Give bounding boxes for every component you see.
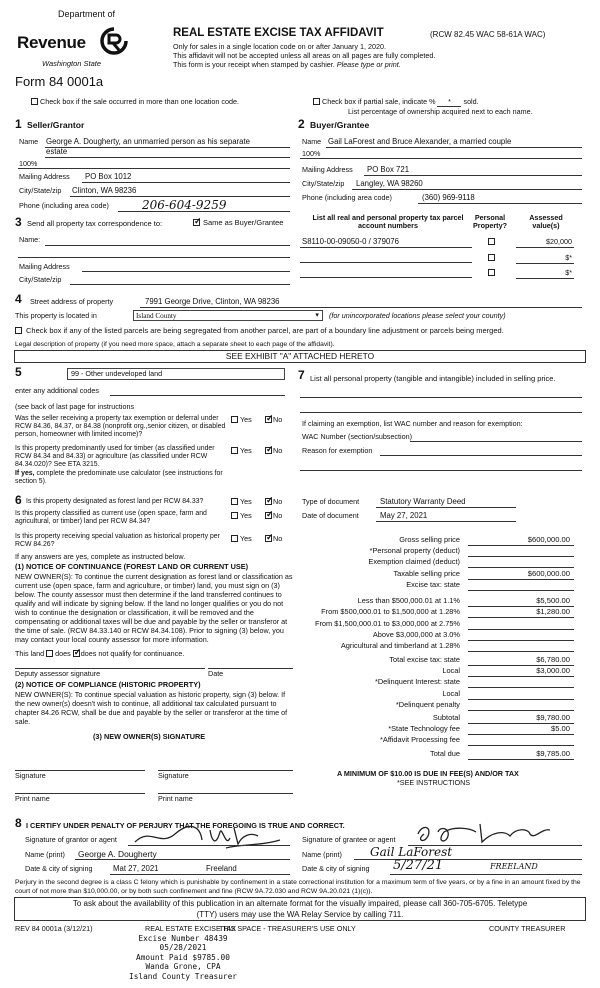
department-label: Department of — [58, 9, 116, 19]
buyer-city-label: City/State/zip — [302, 179, 345, 188]
rev-number: REV 84 0001a (3/12/21) — [15, 924, 93, 933]
see-instructions-note: *SEE INSTRUCTIONS — [397, 778, 471, 787]
seller-name[interactable]: George A. Dougherty, an unmarried person as his separate — [46, 137, 250, 146]
calc-value-10[interactable]: $6,780.00 — [536, 655, 570, 664]
buyer-phone-label: Phone (including area code) — [302, 193, 392, 202]
assessed-value-header: Assessed value(s) — [529, 213, 563, 231]
accessibility-line-1: To ask about the availability of this publication in an alternate format for the visually impaired, please call 360-705-6705. Teletype — [72, 899, 528, 908]
seller-address[interactable]: PO Box 1012 — [85, 172, 132, 181]
owner-print-2-label: Print name — [158, 794, 193, 803]
title-line-1: Only for sales in a single location code on or after January 1, 2020. — [173, 42, 386, 51]
calc-value-5[interactable]: $5,500.00 — [536, 596, 570, 605]
section-4-number: 4 — [15, 292, 22, 306]
does-not-checkbox[interactable] — [73, 650, 80, 657]
calc-label-14: *Delinquent penalty — [395, 700, 460, 709]
section-3-number: 3 — [15, 215, 22, 229]
buyer-address[interactable]: PO Box 721 — [367, 165, 410, 174]
corr-city-label: City/State/zip — [19, 275, 62, 284]
q-timber: Is this property predominantly used for timber (as classified under RCW 84.34 and 84.33) or agriculture (as classified under RCW 84.34.020)? See ETA 3215. — [15, 445, 215, 468]
legal-description-label: Legal description of property (if you need more space, attach a separate sheet to each page of the affidavit). — [15, 341, 335, 348]
corr-name-label: Name: — [19, 235, 41, 244]
owner-print-1-label: Print name — [15, 794, 50, 803]
seller-heading: Seller/Grantor — [27, 120, 85, 130]
calc-label-8: Above $3,000,000 at 3.0% — [372, 630, 460, 639]
seller-addr-label: Mailing Address — [19, 172, 70, 181]
calc-value-11[interactable]: $3,000.00 — [536, 666, 570, 675]
calc-label-15: Subtotal — [432, 713, 460, 722]
exhibit-reference: SEE EXHIBIT "A" ATTACHED HERETO — [225, 351, 375, 361]
parcel-account[interactable]: S8110-00-09050-0 / 379076 — [302, 237, 399, 246]
street-address-label: Street address of property — [30, 297, 114, 306]
section-6-number: 6 — [15, 493, 22, 507]
deputy-signature-label: Deputy assessor signature — [15, 669, 101, 678]
stamp-line-4: Wanda Grone, CPA — [145, 962, 221, 971]
county-note: (for unincorporated locations please select your county) — [329, 311, 506, 320]
calc-label-1: *Personal property (deduct) — [369, 546, 460, 555]
property-address[interactable]: 7991 George Drive, Clinton, WA 98236 — [145, 297, 280, 306]
title-line-3: This form is your receipt when stamped by cashier. Please type or print. — [173, 60, 401, 69]
buyer-name-label: Name — [302, 137, 322, 146]
personal-property-label: List all personal property (tangible and intangible) included in selling price. — [310, 374, 556, 383]
does-checkbox[interactable] — [46, 650, 53, 657]
grantee-signature-label: Signature of grantee or agent — [302, 835, 396, 844]
seller-pct: 100% — [19, 159, 38, 168]
parcel-header: List all real and personal property tax parcel account numbers — [312, 213, 464, 231]
county-treasurer-label: COUNTY TREASURER — [489, 924, 566, 933]
new-owner-signature-heading: (3) NEW OWNER(S) SIGNATURE — [93, 732, 206, 741]
correspondence-label: Send all property tax correspondence to: — [27, 219, 163, 228]
buyer-addr-label: Mailing Address — [302, 165, 353, 174]
doc-date[interactable]: May 27, 2021 — [380, 511, 428, 520]
partial-sale-checkbox[interactable]: Check box if partial sale, indicate % * sold. — [313, 98, 479, 107]
q-historic: Is this property receiving special valuation as historical property per RCW 84.26? — [15, 533, 220, 548]
calc-value-0[interactable]: $600,000.00 — [527, 535, 570, 544]
q-historic-no[interactable]: ✓ No — [265, 535, 282, 543]
grantor-date[interactable]: Mat 27, 2021 — [113, 864, 159, 873]
minimum-due-note: A MINIMUM OF $10.00 IS DUE IN FEE(S) AND/OR TAX — [337, 769, 519, 778]
corr-addr-label: Mailing Address — [19, 262, 70, 271]
calc-label-17: *Affidavit Processing fee — [380, 735, 460, 744]
revenue-logo-text: Revenue — [17, 33, 86, 52]
personal-property-checkbox-1[interactable] — [488, 238, 497, 246]
doc-type[interactable]: Statutory Warranty Deed — [380, 497, 466, 506]
calc-label-16: *State Technology fee — [388, 724, 460, 733]
grantor-city[interactable]: Freeland — [206, 864, 237, 873]
any-yes-note: If any answers are yes, complete as instructed below. — [15, 552, 186, 561]
title-citation: (RCW 82.45 WAC 58-61A WAC) — [430, 30, 546, 39]
additional-codes-label: enter any additional codes — [15, 386, 99, 395]
calc-label-11: Local — [442, 666, 460, 675]
grantee-name[interactable]: Gail LaForest — [370, 845, 453, 859]
grantor-name[interactable]: George A. Dougherty — [78, 849, 157, 859]
certification-text: I CERTIFY UNDER PENALTY OF PERJURY THAT THE FOREGOING IS TRUE AND CORRECT. — [26, 821, 345, 830]
calc-value-18[interactable]: $9,785.00 — [536, 749, 570, 758]
buyer-city[interactable]: Langley, WA 98260 — [356, 179, 423, 188]
grantor-signature-label: Signature of grantor or agent — [25, 835, 117, 844]
grantee-city[interactable]: FREELAND — [490, 862, 538, 871]
buyer-phone[interactable]: (360) 969-9118 — [422, 193, 475, 202]
calc-label-5: Less than $500,000.01 at 1.1% — [357, 596, 460, 605]
form-number: Form 84 0001a — [15, 74, 104, 89]
q-current-use-yes[interactable]: Yes — [231, 512, 252, 520]
stamp-line-0: REAL ESTATE EXCISE TAX — [145, 924, 237, 933]
section-2-number: 2 — [298, 117, 305, 131]
q-forest: Is this property designated as forest land per RCW 84.33? — [26, 498, 204, 505]
q-timber-no[interactable]: ✓ No — [265, 447, 282, 455]
assessed-value-2[interactable]: $* — [565, 253, 572, 262]
perjury-notice: Perjury in the second degree is a class C felony which is punishable by confinement in a state correctional institution for a maximum term of five years, or by a fine in an amount fixed by the court of not more than $10,000.00, or by both such confinement and fine (RCW 9A.72.030 and RCW 9A.20.021 (1)(c)). — [15, 879, 581, 895]
notice-compliance-text: NEW OWNER(S): To continue special valuation as historic property, sign (3) below. If the new owner(s) doesn't wish to continue, all additional tax calculated pursuant to chapter 84.26 RCW, shall be due and payable by the seller or transferor at the time of sale. — [15, 690, 288, 726]
seller-name-cont[interactable]: estate — [46, 147, 68, 156]
seller-city[interactable]: Clinton, WA 98236 — [72, 186, 137, 195]
continuance-line: This land does ✓ does not qualify for continuance. — [15, 650, 184, 658]
grantor-name-label: Name (print) — [25, 850, 65, 859]
grantee-signature[interactable] — [410, 818, 560, 848]
buyer-pct: 100% — [302, 149, 321, 158]
assessed-value-3[interactable]: $* — [565, 268, 572, 277]
calc-value-6[interactable]: $1,280.00 — [536, 607, 570, 616]
grantee-date[interactable]: 5/27/21 — [393, 858, 444, 873]
grantee-name-label: Name (print) — [302, 850, 342, 859]
wac-number-label: WAC Number (section/subsection) — [302, 432, 412, 441]
calc-value-15[interactable]: $9,780.00 — [536, 713, 570, 722]
exemption-reason-label: Reason for exemption — [302, 446, 373, 455]
grantor-signature[interactable] — [130, 822, 290, 852]
seller-phone[interactable]: 206-604-9259 — [142, 198, 227, 212]
q-current-use-no[interactable]: ✓ No — [265, 512, 282, 520]
calc-label-0: Gross selling price — [399, 535, 460, 544]
calc-label-4: Excise tax: state — [406, 580, 460, 589]
assessed-value-1[interactable]: $20,000 — [546, 237, 572, 246]
multi-location-checkbox[interactable]: Check box if the sale occurred in more than one location code. — [31, 98, 239, 106]
stamp-line-1: Excise Number 48439 — [138, 933, 228, 943]
q-forest-yes[interactable]: Yes — [231, 498, 252, 506]
located-in-label: This property is located in — [15, 311, 97, 320]
buyer-name[interactable]: Gail LaForest and Bruce Alexander, a married couple — [328, 137, 512, 146]
q-timber-yes[interactable]: Yes — [231, 447, 252, 455]
see-back-label: (see back of last page for instructions — [15, 402, 135, 411]
q-timber-note: If yes, complete the predominate use calculator (see instructions for section 5). — [15, 470, 223, 485]
seller-city-label: City/State/zip — [19, 186, 62, 195]
calc-label-12: *Delinquent Interest: state — [374, 677, 460, 686]
revenue-logo-icon — [100, 27, 128, 55]
stamp-line-3: Amount Paid $9785.00 — [136, 952, 230, 962]
notice-continuance-heading: (1) NOTICE OF CONTINUANCE (FOREST LAND OR CURRENT USE) — [15, 562, 249, 571]
county-select[interactable]: Island County ▾ — [133, 310, 323, 321]
buyer-heading: Buyer/Grantee — [310, 120, 370, 130]
seller-name-label: Name — [19, 137, 39, 146]
personal-property-checkbox-2[interactable] — [488, 254, 497, 262]
section-8-number: 8 — [15, 816, 22, 830]
doc-type-label: Type of document — [302, 497, 360, 506]
stamp-line-2: 05/28/2021 — [159, 943, 207, 952]
q-historic-yes[interactable]: Yes — [231, 535, 252, 543]
doc-date-label: Date of document — [302, 511, 359, 520]
land-use-code-field[interactable]: 99 - Other undeveloped land — [67, 368, 285, 380]
calc-value-3[interactable]: $600,000.00 — [527, 569, 570, 578]
q-exemption-no[interactable]: ✓ No — [265, 416, 282, 424]
treasurer-space-label: THIS SPACE - TREASURER'S USE ONLY — [219, 924, 356, 933]
dropdown-arrow-icon: ▾ — [315, 311, 319, 319]
grantee-date-city-label: Date & city of signing — [302, 864, 370, 873]
q-current-use: Is this property classified as current use (open space, farm and agricultural, or timber) land per RCW 84.34? — [15, 510, 207, 525]
accessibility-line-2: (TTY) users may use the WA Relay Service by calling 711. — [196, 910, 404, 919]
segregated-checkbox[interactable]: Check box if any of the listed parcels are being segregated from another parcel, are part of a boundary line adjustment or parcels being merged. — [15, 327, 504, 336]
personal-property-header: Personal Property? — [473, 213, 507, 231]
q-exemption-yes[interactable]: Yes — [231, 416, 252, 424]
notice-continuance-text: NEW OWNER(S): To continue the current designation as forest land or classification as current use (open space, farm and agriculture, or timber) land, you must sign on (3) below. The county assessor must then determine if the land transferred continues to qualify and will indicate by signing below. If the land no longer qualifies or you do not wish to continue the designation or classification, it will be removed and the compensating or additional taxes will be due and payable by the seller or transferor at the time of sale. (RCW 84.33.140 or RCW 84.34.108). Prior to signing (3) below, you may contact your local county assessor for more information. — [15, 572, 293, 645]
state-label: Washington State — [42, 59, 102, 68]
seller-phone-label: Phone (including area code) — [19, 201, 109, 210]
q-exemption: Was the seller receiving a property tax exemption or deferral under RCW 84.36, 84.37, or 84.38 (nonprofit org.,senior citizen, or disabled person, homeowner with limited income)? — [15, 415, 226, 438]
calc-label-13: Local — [442, 689, 460, 698]
calc-label-6: From $500,000.01 to $1,500,000 at 1.28% — [321, 607, 460, 616]
title-line-2: This affidavit will not be accepted unless all areas on all pages are fully completed. — [173, 51, 436, 60]
section-5-number: 5 — [15, 365, 22, 379]
stamp-line-5: Island County Treasurer — [129, 971, 237, 981]
exemption-claim-label: If claiming an exemption, list WAC number and reason for exemption: — [302, 419, 523, 428]
calc-label-2: Exemption claimed (deduct) — [368, 557, 460, 566]
calc-label-10: Total excise tax: state — [389, 655, 460, 664]
notice-compliance-heading: (2) NOTICE OF COMPLIANCE (HISTORIC PROPERTY) — [15, 680, 201, 689]
calc-label-18: Total due — [430, 749, 460, 758]
owner-signature-2-label: Signature — [158, 771, 189, 780]
same-as-buyer-checkbox[interactable]: ✓ Same as Buyer/Grantee — [193, 219, 283, 228]
grantor-date-city-label: Date & city of signing — [25, 864, 93, 873]
owner-signature-1-label: Signature — [15, 771, 46, 780]
section-1-number: 1 — [15, 117, 22, 131]
calc-label-9: Agricultural and timberland at 1.28% — [340, 641, 460, 650]
q-forest-no[interactable]: ✓ No — [265, 498, 282, 506]
personal-property-checkbox-3[interactable] — [488, 269, 497, 277]
section-7-number: 7 — [298, 368, 305, 382]
calc-value-16[interactable]: $5.00 — [550, 724, 570, 733]
form-title: REAL ESTATE EXCISE TAX AFFIDAVIT — [173, 27, 384, 39]
deputy-date-label: Date — [208, 669, 224, 678]
calc-label-7: From $1,500,000.01 to $3,000,000 at 2.75% — [314, 619, 460, 628]
calc-label-3: Taxable selling price — [393, 569, 460, 578]
partial-note: List percentage of ownership acquired next to each name. — [348, 107, 533, 116]
